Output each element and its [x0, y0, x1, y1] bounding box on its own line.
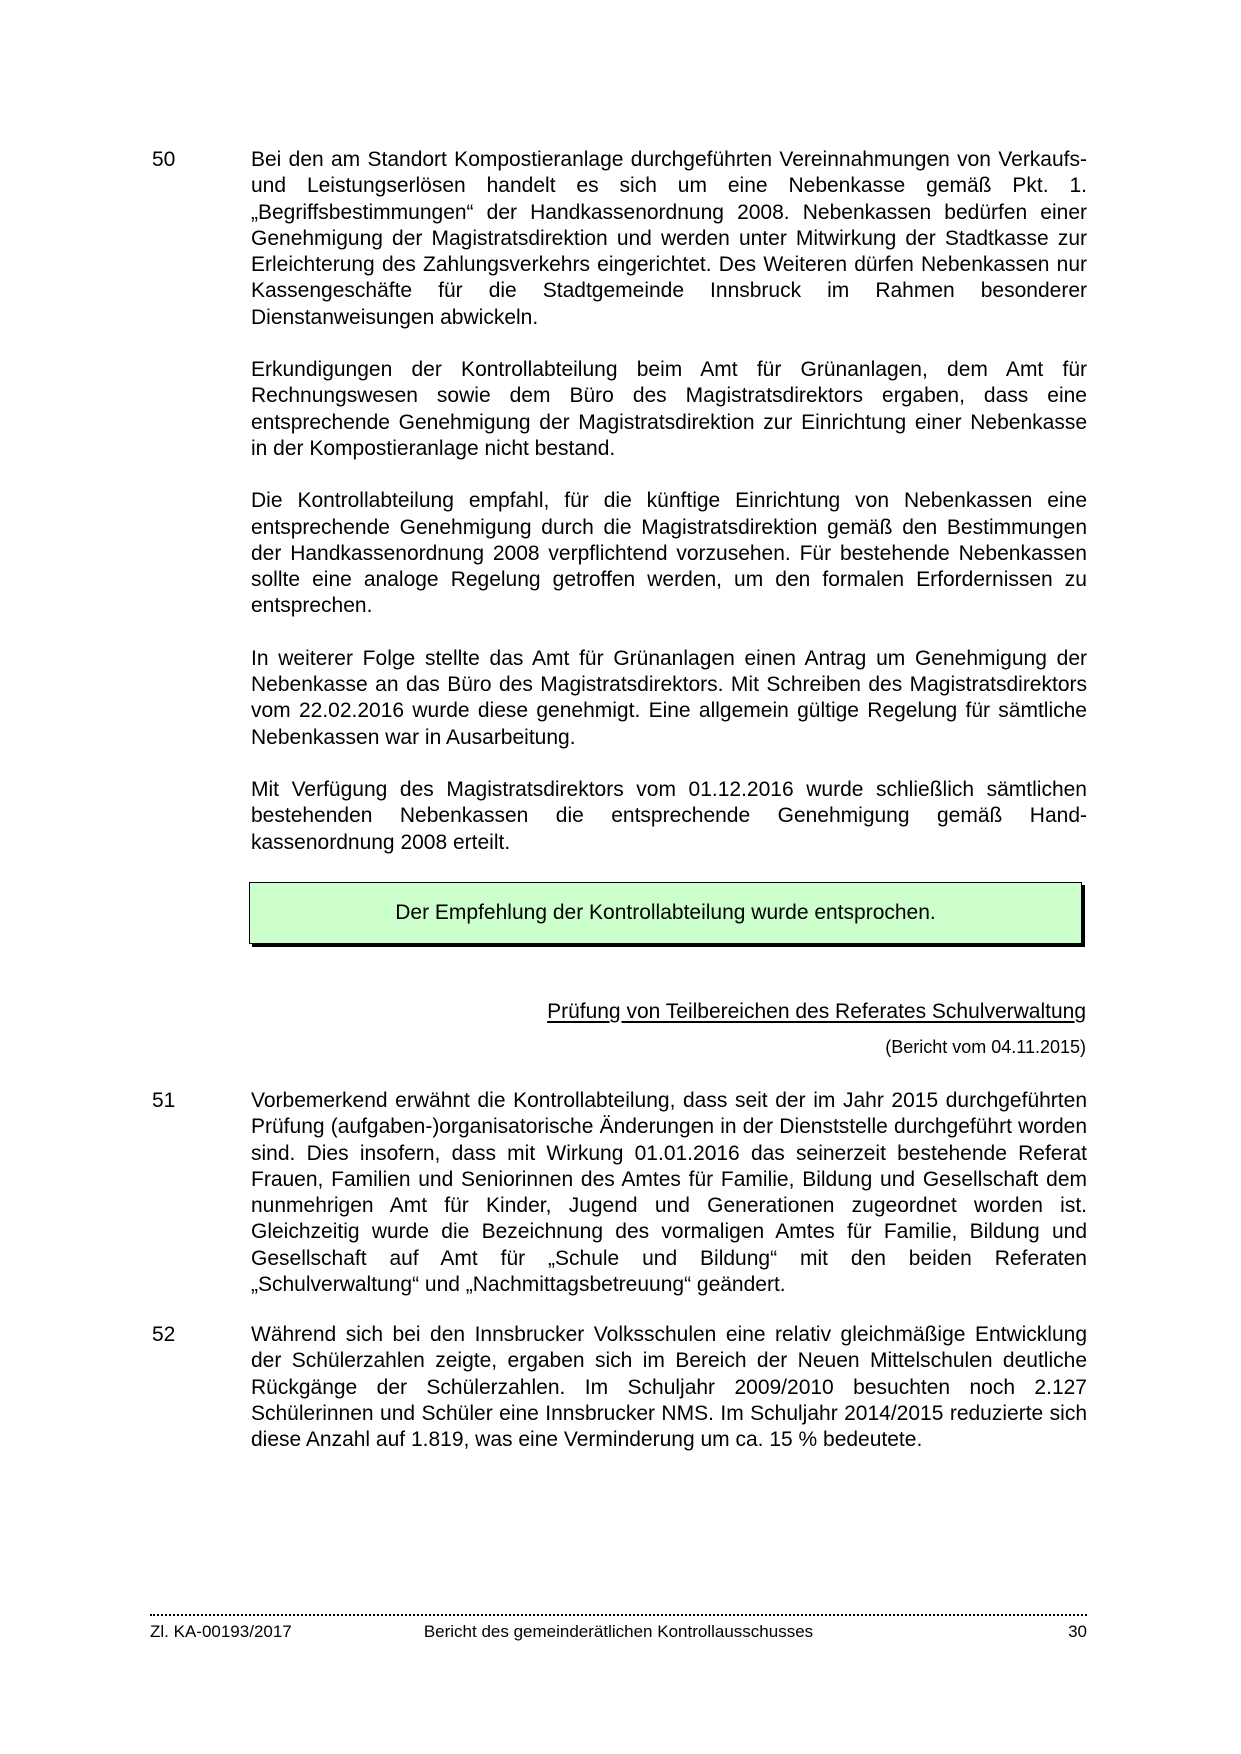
paragraph: Während sich bei den Innsbrucker Volksschulen eine relativ gleichmäßige Entwicklung der Schülerzahlen zeigte, ergaben sich im Bereich der Neuen Mittelschulen deutliche Rückgänge der Schülerzahlen. Im Schuljahr 2009/2010 besuchten noch 2.127 Schülerinnen und Schüler eine Innsbrucker NMS. Im Schuljahr 2014/2015 reduzierte sich diese Anzahl auf 1.819, was eine Verminderung um ca. 15 % bedeutete.: [251, 1323, 1087, 1452]
paragraph: Die Kontrollabteilung empfahl, für die künftige Einrichtung von Nebenkassen eine entsprechende Genehmigung durch die Magistratsdirektion gemäß den Bestimmungen der Handkassenordnung 2008 verpflichtend vorzusehen. Für bestehende Nebenkassen sollte eine analoge Regelung getroffen werden, um den formalen Erfordernissen zu entsprechen.: [251, 489, 1087, 618]
item-body: [251, 147, 1087, 882]
section-title: Prüfung von Teilbereichen des Referates Schulverwaltung: [547, 1000, 1086, 1023]
item-body: [251, 1088, 1087, 1324]
paragraph: In weiterer Folge stellte das Amt für Grünanlagen einen Antrag um Genehmigung der Nebenkasse an das Büro des Magistratsdirektors. Mit Schreiben des Magistratsdirektors vom 22.02.2016 wurde diese genehmigt. Eine allgemein gültige Regelung für sämtliche Nebenkassen war in Ausarbeitung.: [251, 646, 1087, 749]
paragraph: Bei den am Standort Kompostieranlage durchgeführten Vereinnahmungen von Verkaufs- und Leistungserlösen handelt es sich um eine Nebenkasse gemäß Pkt. 1. „Begriffsbestimmungen“ der Handkassenordnung 2008. Nebenkassen bedürfen einer Genehmigung der Magistratsdirektion und werden unter Mitwirkung der Stadtkasse zur Erleichterung des Zahlungsverkehrs eingerichtet. Des Weiteren dürfen Nebenkassen nur Kassengeschäfte für die Stadtgemeinde Innsbruck im Rahmen besonderer Dienstanweisungen abwickeln.: [251, 148, 1087, 329]
footer-reference: Zl. KA-00193/2017: [150, 1622, 292, 1641]
paragraph: Erkundigungen der Kontrollabteilung beim Amt für Grünanlagen, dem Amt für Rechnungswesen sowie dem Büro des Magistratsdirektors ergaben, dass eine entsprechende Genehmigung der Magistratsdirektion zur Einrichtung einer Nebenkasse in der Kompostieranlage nicht bestand.: [251, 358, 1087, 460]
result-text: Der Empfehlung der Kontrollabteilung wurde entsprochen.: [395, 901, 936, 924]
item-body: [251, 1322, 1087, 1479]
result-box: [249, 882, 1082, 944]
page-number: 30: [1068, 1622, 1087, 1641]
footer-divider: [150, 1614, 1087, 1616]
paragraph: Mit Verfügung des Magistratsdirektors vom 01.12.2016 wurde schließlich sämtlichen bestehenden Nebenkassen die entsprechende Genehmigung gemäß Handkassenordnung 2008 erteilt.: [251, 777, 1087, 854]
item-number: 50: [152, 148, 176, 171]
item-number: 52: [152, 1323, 176, 1346]
paragraph: Vorbemerkend erwähnt die Kontrollabteilung, dass seit der im Jahr 2015 durchgeführten Prüfung (aufgaben-)organisatorische Änderungen in der Dienststelle durchgeführt worden sind. Dies insofern, dass mit Wirkung 01.01.2016 das seinerzeit bestehende Referat Frauen, Familien und Seniorinnen des Amtes für Familie, Bildung und Gesellschaft dem nunmehrigen Amt für Kinder, Jugend und Generationen zugeordnet worden ist. Gleichzeitig wurde die Bezeichnung des vormaligen Amtes für Familie, Bildung und Gesellschaft auf Amt für „Schule und Bildung“ mit den beiden Referaten „Schulverwaltung“ und „Nachmittagsbetreuung“ geändert.: [251, 1089, 1087, 1297]
item-number: 51: [152, 1089, 176, 1112]
section-subtitle: (Bericht vom 04.11.2015): [885, 1037, 1086, 1057]
footer-title: Bericht des gemeinderätlichen Kontrollausschusses: [423, 1622, 814, 1641]
